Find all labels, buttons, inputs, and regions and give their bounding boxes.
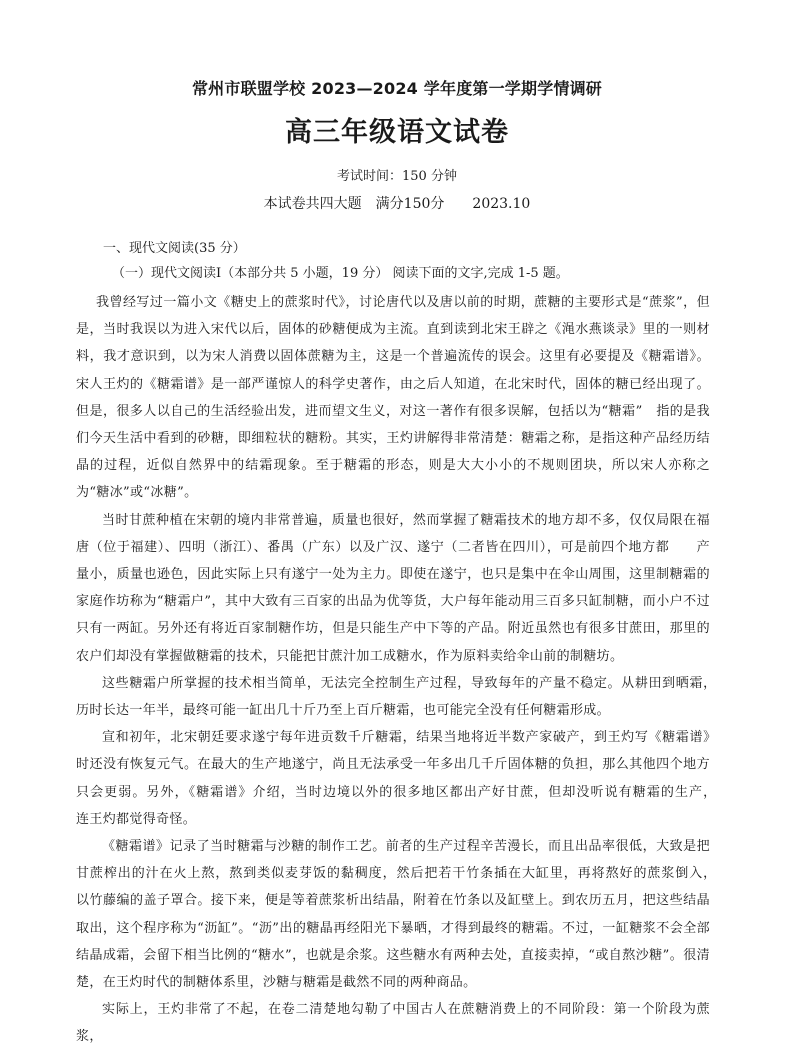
exam-info-line (0, 193, 794, 213)
exam-date: 2023.10 (472, 196, 531, 212)
exam-info: 本试卷共四大题 满分150分 (263, 196, 445, 212)
section-subheading: （一）现代文阅读Ⅰ（本部分共 5 小题，19 分） 阅读下面的文字,完成 1-5 题。 (112, 266, 569, 281)
passage-paragraph-6: 实际上，王灼非常了不起，在卷二清楚地勾勒了中国古人在蔗糖消费上的不同阶段：第一个阶段为蔗浆， (76, 1002, 710, 1045)
passage-paragraph-3: 这些糖霜户所掌握的技术相当简单，无法完全控制生产过程，导致每年的产量不稳定。从耕田到晒霜， 历时长达一年半，最终可能一缸出几十斤乃至上百斤糖霜，也可能完全没有任何糖霜形成。 (76, 675, 737, 719)
passage-paragraph-4: 宣和初年，北宋朝廷要求遂宁每年进贡数千斤糖霜，结果当地将近半数产家破产，到王灼写《糖霜谱》 时还没有恢复元气。在最大的生产地遂宁，尚且无法承受一年多出几千斤固体糖的负担，那么其他四个地方只会更弱。另外，《糖霜谱》介绍，当时边境以外的很多地区都出产好甘蔗，但却没听说有糖霜的生产， 连王灼都觉得奇怪。 (76, 730, 737, 827)
passage (76, 262, 737, 1051)
section-heading: 一、现代文阅读(35 分） (103, 241, 246, 256)
exam-time: 考试时间：150 分钟 (337, 169, 457, 184)
school-line: 常州市联盟学校 2023—2024 学年度第一学期学情调研 (191, 79, 602, 98)
passage-paragraph-2: 当时甘蔗种植在宋朝的境内非常普遍，质量也很好，然而掌握了糖霜技术的地方却不多，仅仅局限在福唐（位于福建）、四明（浙江）、番禺（广东）以及广汉、遂宁（二者皆在四川），可是前四个地方都 产量小，质量也逊色，因此实际上只有遂宁一处为主力。即使在遂宁，也只是集中在伞山周围，这里制糖霜的家庭作坊称为“糖霜户”，其中大致有三百家的出品为优等货，大户每年能动用三百多只缸制糖，而小户不过只有一两缸。另外还有将近百家制糖作坊，但是只能生产中下等的产品。附近虽然也有很多甘蔗田，那里的农户们却没有掌握做糖霜的技术，只能把甘蔗汁加工成糖水，作为原料卖给伞山前的制糖坊。 (76, 512, 710, 664)
passage-paragraph-1: 我曾经写过一篇小文《糖史上的蔗浆时代》，讨论唐代以及唐以前的时期，蔗糖的主要形式是“蔗浆”，但是，当时我误以为进入宋代以后，固体的砂糖便成为主流。直到读到北宋王辟之《渑水燕谈录》里的一则材料，我才意识到，以为宋人消费以固体蔗糖为主，这是一个普遍流传的误会。这里有必要提及《糖霜谱》。宋人王灼的《糖霜谱》是一部严谨惊人的科学史著作，由之后人知道，在北宋时代，固体的糖已经出现了。但是，很多人以自己的生活经验出发，进而望文生义，对这一著作有很多误解，包括以为“糖霜” 指的是我们今天生活中看到的砂糖，即细粒状的糖粉。其实，王灼讲解得非常清楚：糖霜之称，是指这种产品经历结晶的过程，近似自然界中的结霜现象。至于糖霜的形态，则是大大小小的不规则团块，所以宋人亦称之为“糖冰”或“冰糖”。 (76, 295, 710, 501)
page-title: 高三年级语文试卷 (285, 117, 509, 148)
passage-paragraph-5: 《糖霜谱》记录了当时糖霜与沙糖的制作工艺。前者的生产过程辛苦漫长，而且出品率很低，大致是把甘蔗榨出的汁在火上熬，熬到类似麦芽饭的黏稠度，然后把若干竹条插在大缸里，再将熬好的蔗浆倒入， 以竹藤编的盖子罩合。接下来，便是等着蔗浆析出结晶，附着在竹条以及缸壁上。到农历五月，把这些结晶取出，这个程序称为“沥缸”。“沥”出的糖晶再经阳光下暴晒，才得到最终的糖霜。不过，一缸糖浆不会全部结晶成霜，会留下相当比例的“糖水”，也就是余浆。这些糖水有两种去处，直接卖掉，“或自熬沙糖”。很清楚，在王灼时代的制糖体系里，沙糖与糖霜是截然不同的两种商品。 (76, 839, 737, 991)
